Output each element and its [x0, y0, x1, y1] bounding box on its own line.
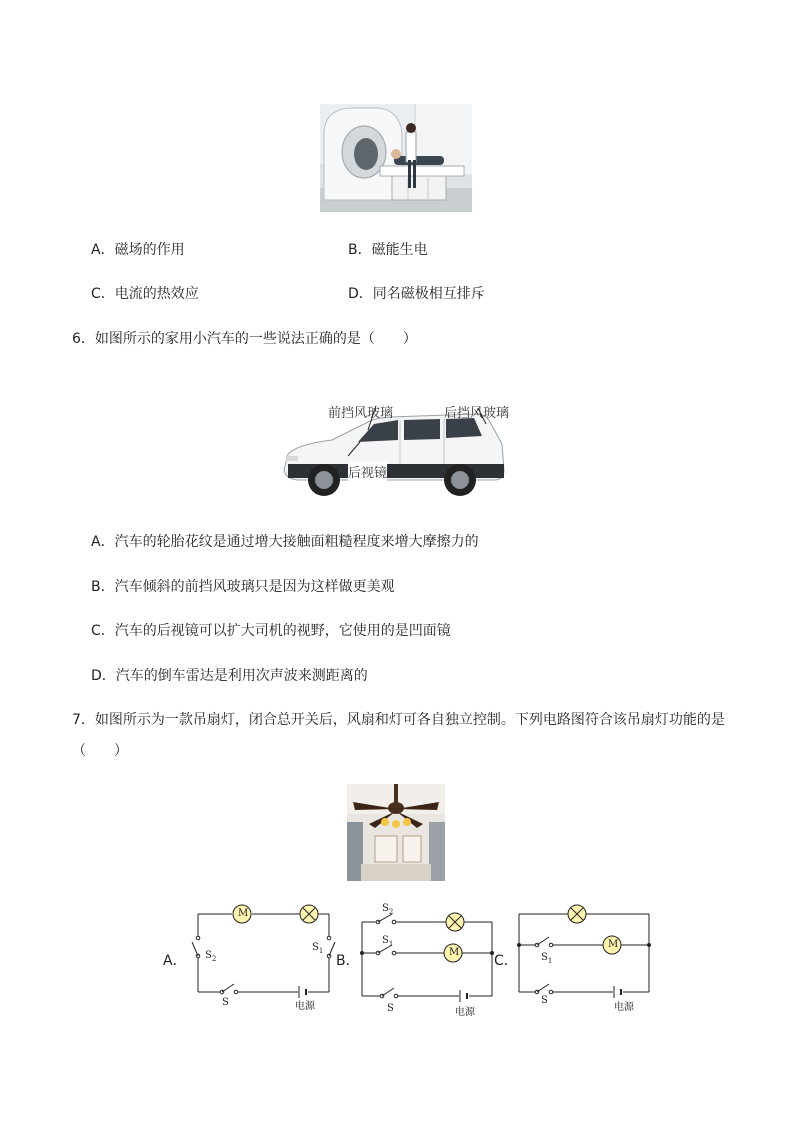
circuit-a-s2-label: $S_2$ — [205, 950, 217, 963]
car-label-mirror: 后视镜 — [348, 462, 387, 481]
circuit-a-s-label: S — [222, 997, 229, 1008]
q5-option-a: A．磁场的作用 — [91, 242, 185, 258]
circuit-a-option-label: A． — [163, 953, 187, 969]
circuit-b — [356, 902, 498, 1012]
circuit-a-lamp — [300, 905, 318, 923]
circuit-c-s-label: S — [541, 995, 548, 1006]
circuit-b-option-label: B． — [336, 953, 360, 969]
q5-option-c: C．电流的热效应 — [91, 286, 199, 302]
mri-photo — [320, 104, 472, 212]
circuit-a-switch-s — [220, 984, 238, 994]
q6-option-c: C．汽车的后视镜可以扩大司机的视野，它使用的是凹面镜 — [91, 623, 451, 639]
q6-option-d: D．汽车的倒车雷达是利用次声波来测距离的 — [91, 668, 368, 684]
circuit-b-s1-label: $S_1$ — [382, 935, 394, 948]
circuit-c-option-label: C． — [494, 953, 518, 969]
circuit-b-battery — [460, 990, 467, 1002]
circuit-c — [513, 902, 655, 1012]
circuit-b-s2-label: $S_2$ — [382, 903, 394, 916]
circuit-b-s-label: S — [387, 1003, 394, 1014]
q6-option-a: A．汽车的轮胎花纹是通过增大接触面粗糙程度来增大摩擦力的 — [91, 534, 479, 550]
circuit-c-lamp — [568, 905, 586, 923]
circuit-c-s1-label: $S_1$ — [541, 952, 553, 965]
circuit-b-power-label: 电源 — [455, 1007, 475, 1018]
circuit-a-motor-label: M — [238, 908, 249, 919]
q6-option-b: B．汽车倾斜的前挡风玻璃只是因为这样做更美观 — [91, 579, 395, 595]
car-label-rear-windshield: 后挡风玻璃 — [444, 406, 510, 421]
q5-option-b: B．磁能生电 — [348, 242, 428, 258]
circuit-a-s1-label: $S_1$ — [312, 942, 324, 955]
circuit-b-motor-label: M — [449, 947, 460, 958]
circuit-a-switch-s1 — [327, 936, 335, 958]
q7-stem-line2: （ ） — [72, 743, 128, 759]
circuit-a-switch-s2 — [192, 936, 200, 958]
q7-stem-line1: 7．如图所示为一款吊扇灯，闭合总开关后，风扇和灯可各自独立控制。下列电路图符合该吊扇灯功能的是 — [72, 712, 725, 728]
q6-stem: 6．如图所示的家用小汽车的一些说法正确的是（ ） — [72, 331, 417, 347]
circuit-c-switch-s1 — [535, 937, 553, 947]
q5-option-d: D．同名磁极相互排斥 — [348, 286, 485, 302]
circuit-b-lamp — [446, 913, 464, 931]
circuit-c-motor-label: M — [608, 939, 619, 950]
car-label-front-windshield: 前挡风玻璃 — [328, 406, 394, 421]
circuit-a-power-label: 电源 — [295, 1001, 315, 1012]
circuit-c-switch-s — [535, 984, 553, 994]
circuit-c-power-label: 电源 — [614, 1002, 634, 1013]
circuit-c-battery — [614, 986, 621, 998]
ceiling-fan-photo — [347, 784, 445, 881]
circuit-b-switch-s — [380, 988, 398, 998]
